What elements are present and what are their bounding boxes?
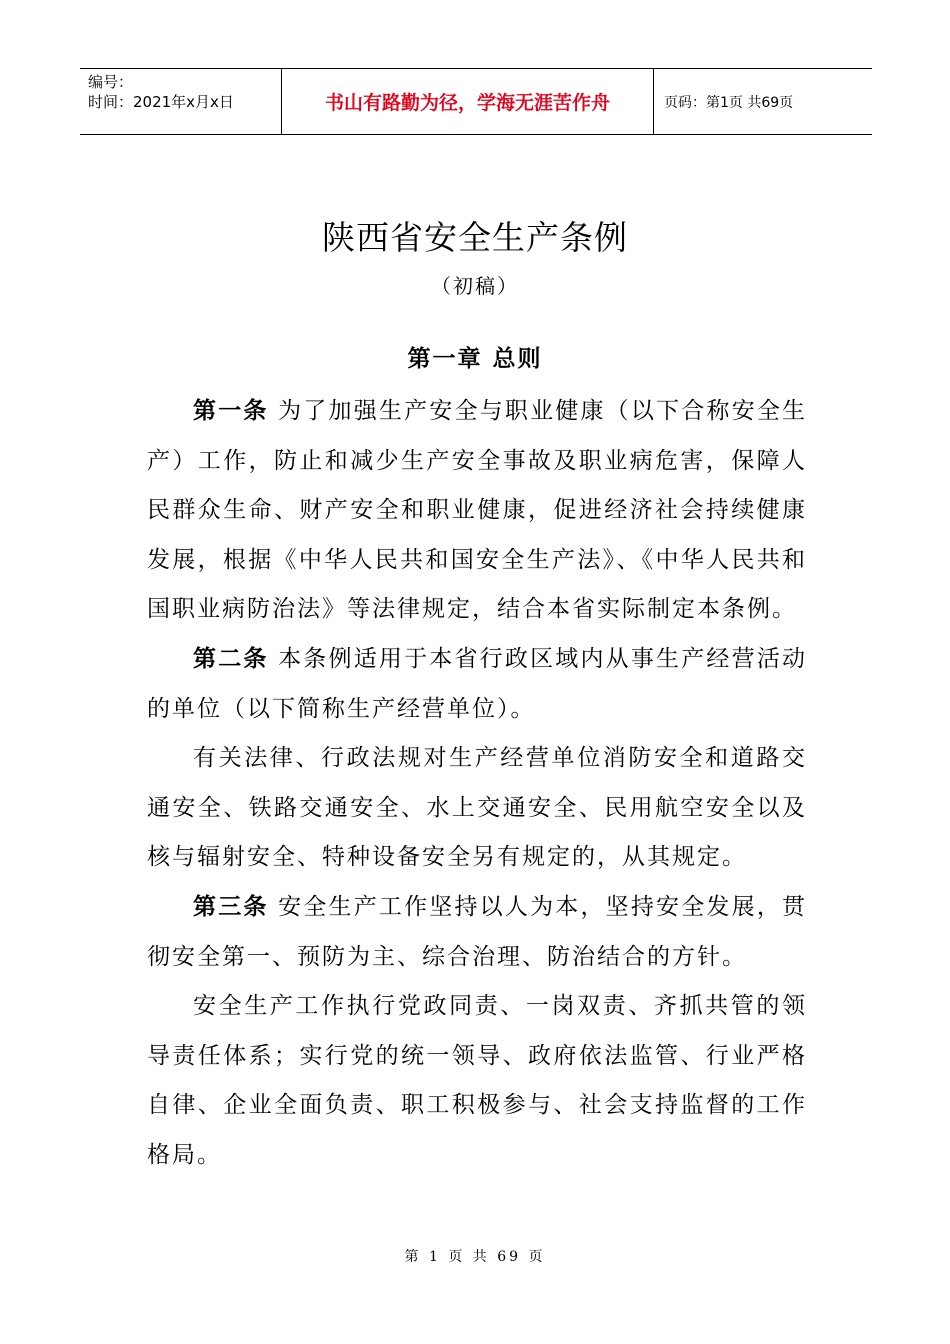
article-text: 有关法律、行政法规对生产经营单位消防安全和道路交通安全、铁路交通安全、水上交通安全、民用航空安全以及核与辐射安全、特种设备安全另有规定的，从其规定。 — [147, 745, 807, 871]
article-number: 第三条 — [193, 893, 269, 920]
header-meta-cell — [80, 69, 282, 134]
article-paragraph — [147, 883, 807, 982]
article-text: 安全生产工作执行党政同责、一岗双责、齐抓共管的领导责任体系；实行党的统一领导、政府依法监管、行业严格自律、企业全面负责、职工积极参与、社会支持监督的工作格局。 — [147, 993, 807, 1168]
article-text: 为了加强生产安全与职业健康（以下合称安全生产）工作，防止和减少生产安全事故及职业病危害，保障人民群众生命、财产安全和职业健康，促进经济社会持续健康发展，根据《中华人民共和国安全生产法》、《中华人民共和国职业病防治法》等法律规定，结合本省实际制定本条例。 — [147, 398, 808, 623]
document-number-label: 编号： — [88, 73, 134, 91]
header-table — [80, 68, 872, 135]
chapter-heading: 第一章 总则 — [407, 346, 543, 372]
article-text: 安全生产工作坚持以人为本，坚持安全发展，贯彻安全第一、预防为主、综合治理、防治结合的方针。 — [147, 893, 808, 970]
document-date: 时间：2021年x月x日 — [88, 93, 234, 111]
article-paragraph — [147, 734, 807, 883]
article-paragraph — [147, 387, 807, 635]
document-title: 陕西省安全生产条例 — [322, 218, 628, 257]
article-text: 本条例适用于本省行政区域内从事生产经营活动的单位（以下简称生产经营单位）。 — [147, 645, 808, 722]
page-footer: 第 1 页 共 69 页 — [404, 1249, 546, 1265]
document-body — [147, 387, 807, 1181]
document-subtitle: （初稿） — [431, 274, 519, 298]
header-page-info: 页码：第1页 共69页 — [664, 94, 794, 111]
header-motto: 书山有路勤为径，学海无涯苦作舟 — [282, 69, 654, 134]
article-paragraph — [147, 982, 807, 1180]
article-number: 第一条 — [193, 398, 269, 424]
article-number: 第二条 — [193, 645, 269, 672]
article-paragraph — [147, 635, 807, 734]
